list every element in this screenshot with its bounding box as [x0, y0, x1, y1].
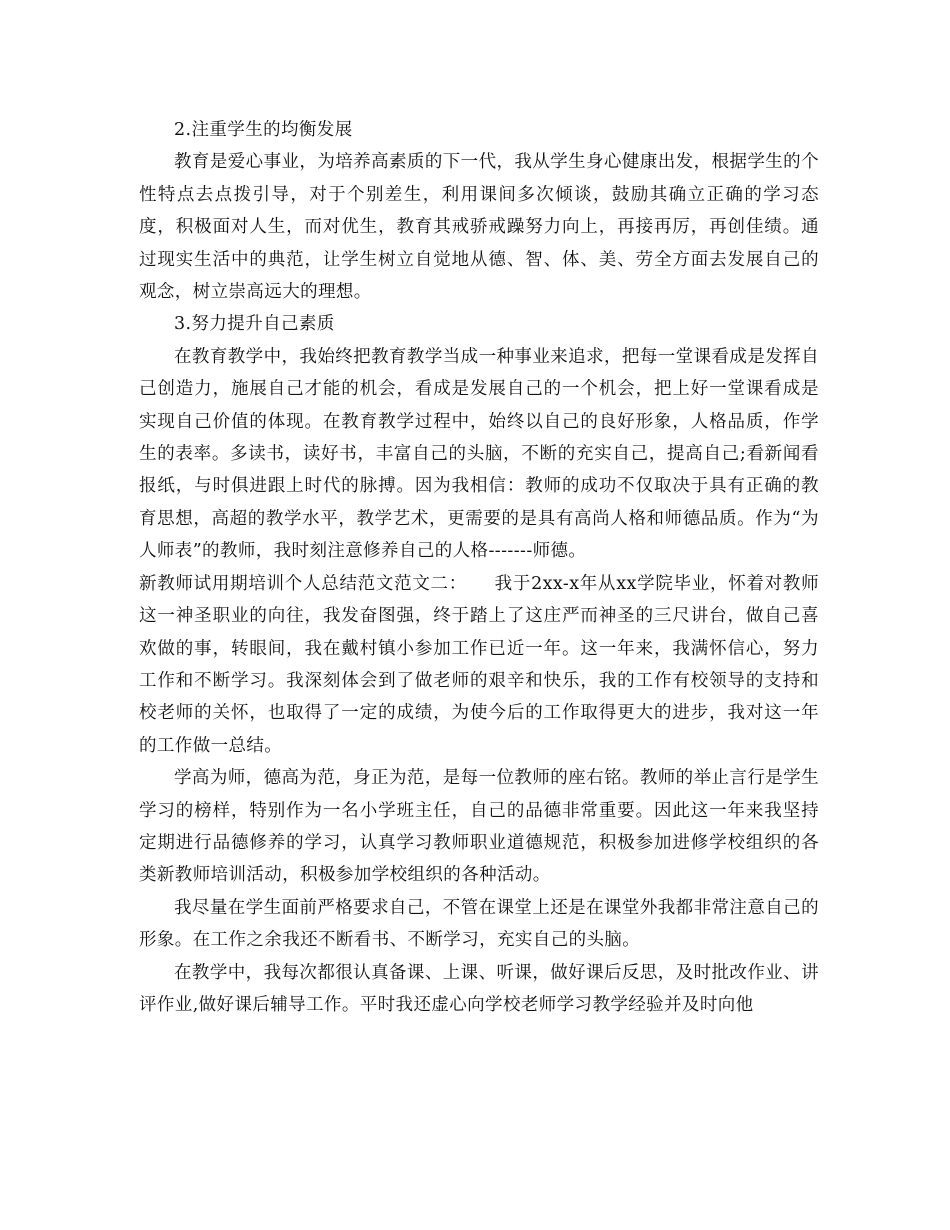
- paragraph-teacher-ethics: 学高为师，德高为范，身正为范，是每一位教师的座右铭。教师的举止言行是学生学习的榜样，特别作为一名小学班主任，自己的品德非常重要。因此这一年来我坚持定期进行品德修养的学习，认真学习教师职业道德规范，积极参加进修学校组织的各类新教师培训活动，积极参加学校组织的各种活动。: [139, 768, 819, 886]
- document-body: [139, 114, 819, 1021]
- paragraph-self-improvement: 在教育教学中，我始终把教育教学当成一种事业来追求，把每一堂课看成是发挥自己创造力，施展自己才能的机会，看成是发展自己的一个机会，把上好一堂课看成是实现自己价值的体现。在教育教学过程中，始终以自己的良好形象，人格品质，作学生的表率。多读书，读好书，丰富自己的头脑，不断的充实自己，提高自己;看新闻看报纸，与时俱进跟上时代的脉搏。因为我相信：教师的成功不仅取决于具有正确的教育思想，高超的教学水平，教学艺术，更需要的是具有高尚人格和师德品质。作为“为人师表”的教师，我时刻注意修养自己的人格-------师德。: [139, 346, 819, 562]
- paragraph-balanced-development: 教育是爱心事业，为培养高素质的下一代，我从学生身心健康出发，根据学生的个性特点去点拨引导，对于个别差生，利用课间多次倾谈，鼓励其确立正确的学习态度，积极面对人生，而对优生，教育其戒骄戒躁努力向上，再接再厉，再创佳绩。通过现实生活中的典范，让学生树立自觉地从德、智、体、美、劳全方面去发展自己的观念，树立崇高远大的理想。: [139, 152, 819, 303]
- section-heading-2: 2.注重学生的均衡发展: [174, 120, 353, 140]
- paragraph-teaching-practice: 在教学中，我每次都很认真备课、上课、听课，做好课后反思，及时批改作业、讲评作业,做好课后辅导工作。平时我还虚心向学校老师学习教学经验并及时向他: [139, 962, 819, 1015]
- paragraph-sample-two-intro: 新教师试用期培训个人总结范文范文二： 我于2xx-x年从xx学院毕业，怀着对教师这一神圣职业的向往，我发奋图强，终于踏上了这庄严而神圣的三尺讲台，做自己喜欢做的事，转眼间，我在戴村镇小参加工作已近一年。这一年来，我满怀信心，努力工作和不断学习。我深刻体会到了做老师的艰辛和快乐，我的工作有校领导的支持和校老师的关怀，也取得了一定的成绩，为使今后的工作取得更大的进步，我对这一年的工作做一总结。: [139, 573, 819, 756]
- section-heading-3: 3.努力提升自己素质: [174, 314, 335, 335]
- paragraph-self-discipline: 我尽量在学生面前严格要求自己，不管在课堂上还是在课堂外我都非常注意自己的形象。在工作之余我还不断看书、不断学习，充实自己的头脑。: [139, 897, 819, 951]
